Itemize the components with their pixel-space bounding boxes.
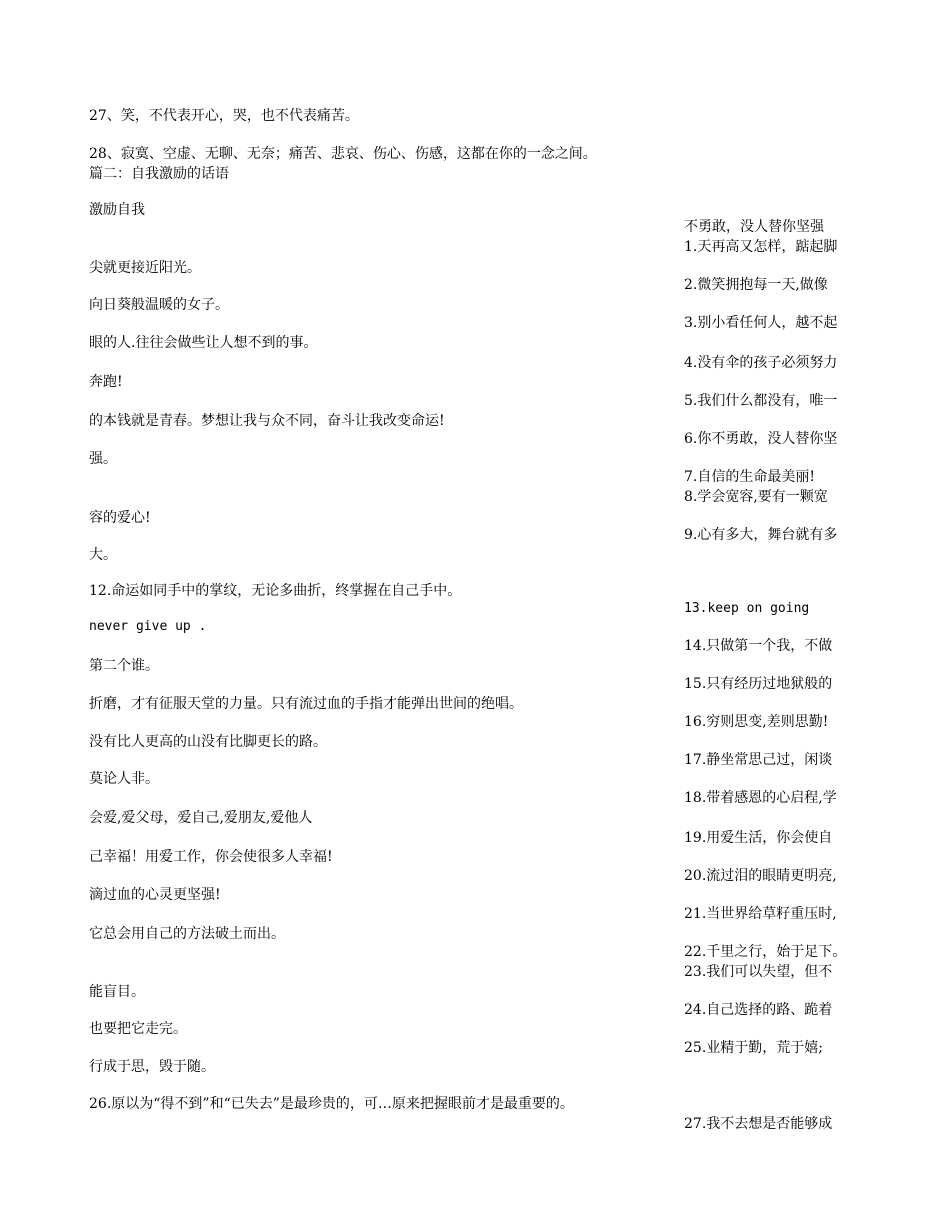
section-heading: 篇二：自我激励的话语	[89, 166, 229, 182]
text-line: 6.你不勇敢，没人替你坚	[684, 431, 838, 447]
text-line: 12.命运如同手中的掌纹，无论多曲折，终掌握在自己手中。	[89, 583, 462, 599]
text-line: 奔跑!	[89, 374, 123, 390]
text-line: 15.只有经历过地狱般的	[684, 676, 833, 692]
text-line: 4.没有伞的孩子必须努力	[684, 355, 838, 371]
text-line: 27.我不去想是否能够成	[684, 1116, 833, 1132]
text-line: 2.微笑拥抱每一天,做像	[684, 277, 828, 293]
text-line: 25.业精于勤，荒于嬉;	[684, 1040, 823, 1056]
text-line: 能盲目。	[89, 984, 145, 1000]
text-line: 容的爱心!	[89, 510, 151, 526]
text-line: 17.静坐常思己过，闲谈	[684, 752, 833, 768]
text-line: 14.只做第一个我，不做	[684, 638, 833, 654]
text-line: 26.原以为“得不到”和“已失去”是最珍贵的，可…原来把握眼前才是最重要的。	[89, 1096, 574, 1112]
text-line: 5.我们什么都没有，唯一	[684, 393, 838, 409]
text-line: 28、寂寞、空虚、无聊、无奈；痛苦、悲哀、伤心、伤感，这都在你的一念之间。	[89, 146, 597, 162]
text-line: 1.天再高又怎样，踮起脚	[684, 239, 838, 255]
text-line: 不勇敢，没人替你坚强	[684, 219, 824, 235]
text-line: 18.带着感恩的心启程,学	[684, 790, 837, 806]
text-line: 己幸福！用爱工作，你会使很多人幸福!	[89, 849, 333, 865]
text-line: 8.学会宽容,要有一颗宽	[684, 489, 828, 505]
text-line: 没有比人更高的山没有比脚更长的路。	[89, 734, 327, 750]
text-line: 滴过血的心灵更坚强!	[89, 887, 221, 903]
text-line: 22.千里之行，始于足下。	[684, 944, 847, 960]
text-line: 第二个谁。	[89, 658, 159, 674]
text-line: 折磨，才有征服天堂的力量。只有流过血的手指才能弹出世间的绝唱。	[89, 696, 523, 712]
text-line: 16.穷则思变,差则思勤!	[684, 714, 829, 730]
text-line: 的本钱就是青春。梦想让我与众不同，奋斗让我改变命运!	[89, 413, 445, 429]
text-line: never give up .	[89, 619, 207, 634]
text-line: 27、笑，不代表开心，哭，也不代表痛苦。	[89, 108, 359, 124]
text-line: 向日葵般温暖的女子。	[89, 297, 229, 313]
text-line: 眼的人.往往会做些让人想不到的事。	[89, 335, 318, 351]
text-line: 24.自己选择的路、跪着	[684, 1002, 833, 1018]
text-line: 7.自信的生命最美丽!	[684, 469, 815, 485]
text-line: 3.别小看任何人，越不起	[684, 315, 838, 331]
text-line: 强。	[89, 451, 117, 467]
text-line: 莫论人非。	[89, 771, 159, 787]
text-line: 也要把它走完。	[89, 1021, 187, 1037]
text-line: 9.心有多大，舞台就有多	[684, 527, 838, 543]
text-line: 它总会用自己的方法破土而出。	[89, 926, 285, 942]
text-line: 行成于思，毁于随。	[89, 1059, 215, 1075]
text-line: 大。	[89, 547, 117, 563]
text-line: 21.当世界给草籽重压时,	[684, 906, 837, 922]
text-line: 13.keep on going	[684, 601, 810, 616]
text-line: 20.流过泪的眼睛更明亮,	[684, 868, 837, 884]
text-line: 会爱,爱父母，爱自己,爱朋友,爱他人	[89, 810, 313, 826]
text-line: 19.用爱生活，你会使自	[684, 830, 833, 846]
text-line: 尖就更接近阳光。	[89, 260, 201, 276]
text-line: 激励自我	[89, 202, 145, 218]
text-line: 23.我们可以失望，但不	[684, 964, 833, 980]
